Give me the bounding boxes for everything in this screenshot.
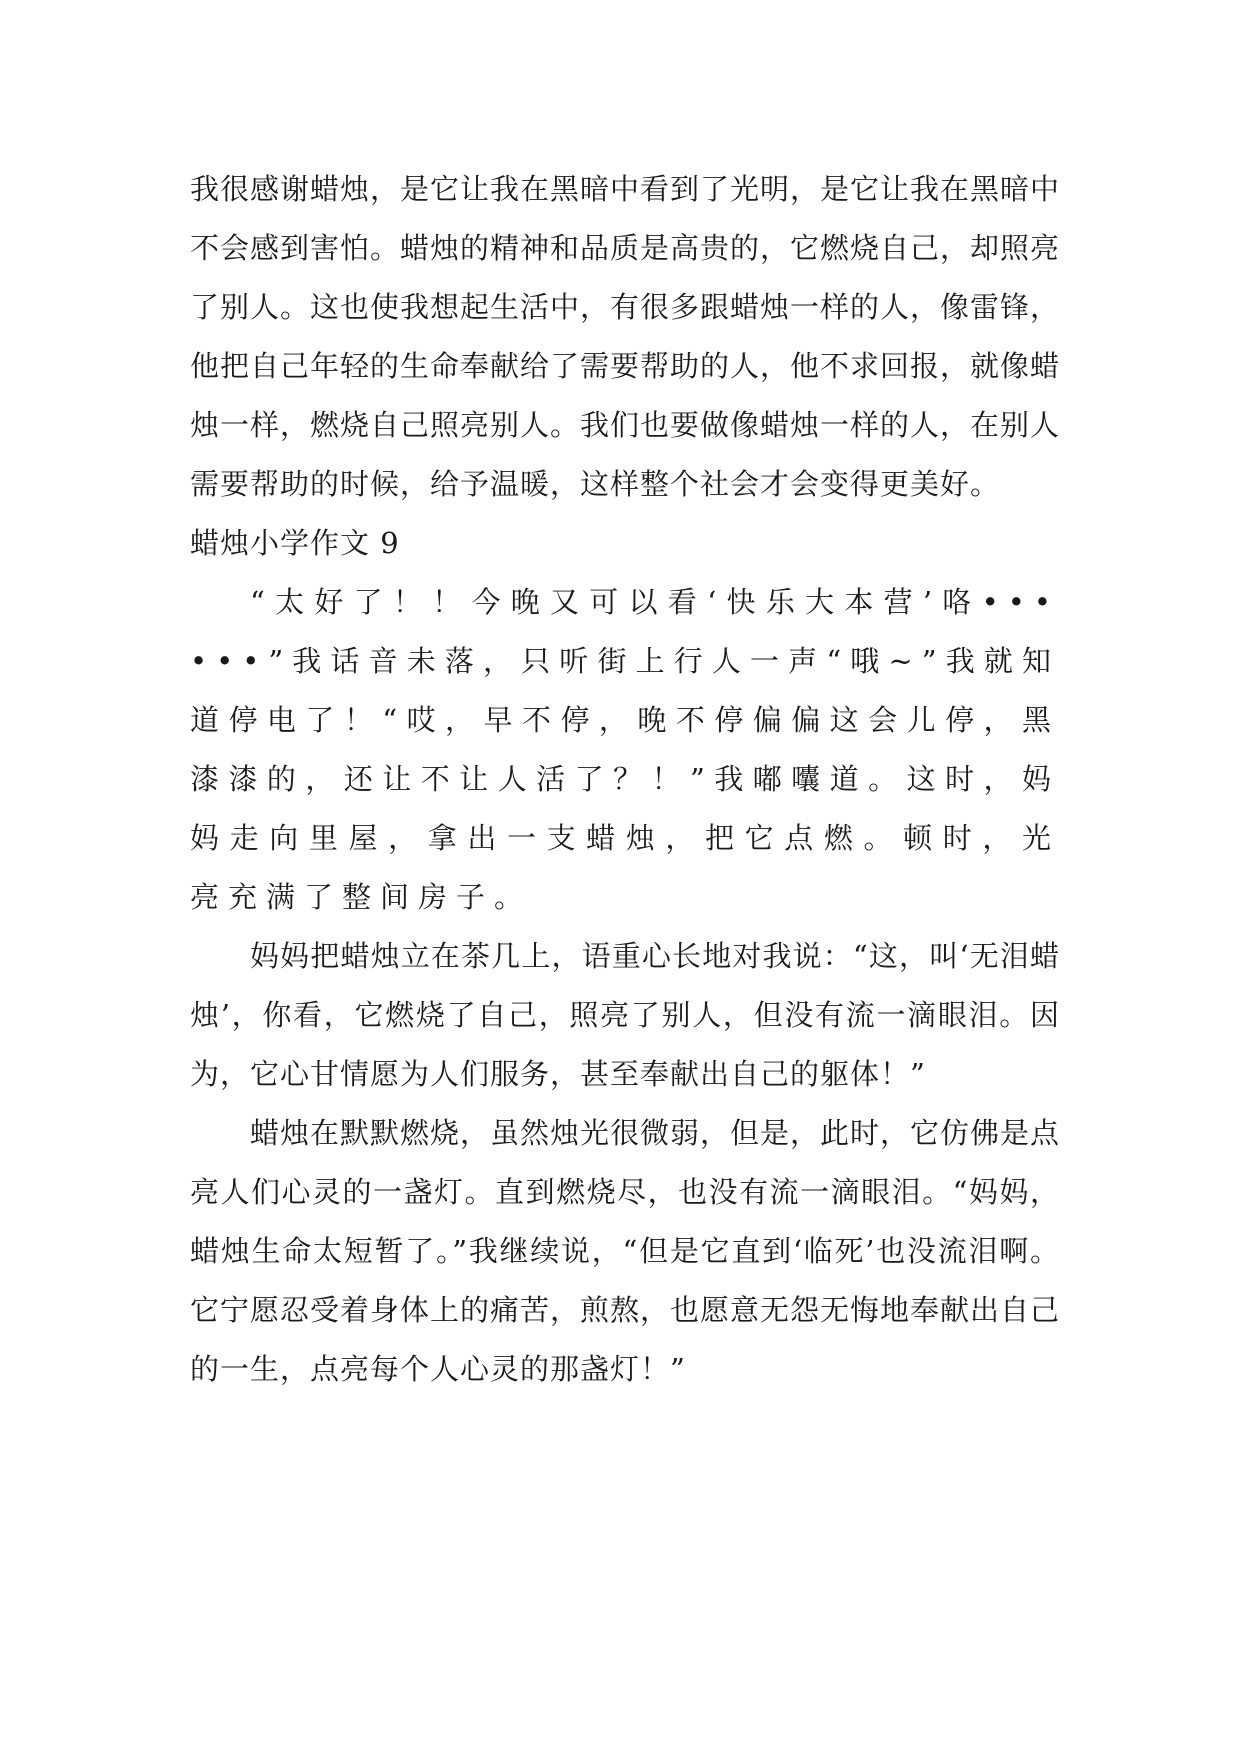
paragraph-candle-burning: 蜡烛在默默燃烧，虽然烛光很微弱，但是，此时，它仿佛是点亮人们心灵的一盏灯。直到燃烧尽，也没有流一滴眼泪。“妈妈，蜡烛生命太短暂了。”我继续说，“但是它直到‘临死’也没流泪啊。它宁愿忍受着身体上的痛苦，煎熬，也愿意无怨无悔地奉献出自己的一生，点亮每个人心灵的那盏灯！”: [190, 1116, 1061, 1386]
paragraph-mother-speech: 妈妈把蜡烛立在茶几上，语重心长地对我说：“这，叫‘无泪蜡烛’，你看，它燃烧了自己，照亮了别人，但没有流一滴眼泪。因为，它心甘情愿为人们服务，甚至奉献出自己的躯体！”: [190, 939, 1060, 1091]
document-body: [190, 160, 1060, 1399]
paragraph-gratitude: 我很感谢蜡烛，是它让我在黑暗中看到了光明，是它让我在黑暗中不会感到害怕。蜡烛的精神和品质是高贵的，它燃烧自己，却照亮了别人。这也使我想起生活中，有很多跟蜡烛一样的人，像雷锋，他把自己年轻的生命奉献给了需要帮助的人，他不求回报，就像蜡烛一样，燃烧自己照亮别人。我们也要做像蜡烛一样的人，在别人需要帮助的时候，给予温暖，这样整个社会才会变得更美好。: [190, 172, 1061, 501]
section-title: 蜡烛小学作文 9: [190, 526, 400, 560]
paragraph-power-outage: “太好了！！今晚又可以看‘快乐大本营’咯••••••”我话音未落，只听街上行人一声“哦~”我就知道停电了！“哎，早不停，晚不停偏偏这会儿停，黑漆漆的，还让不让人活了？！”我嘟囔道。这时，妈妈走向里屋，拿出一支蜡烛，把它点燃。顿时，光亮充满了整间房子。: [190, 585, 1060, 914]
